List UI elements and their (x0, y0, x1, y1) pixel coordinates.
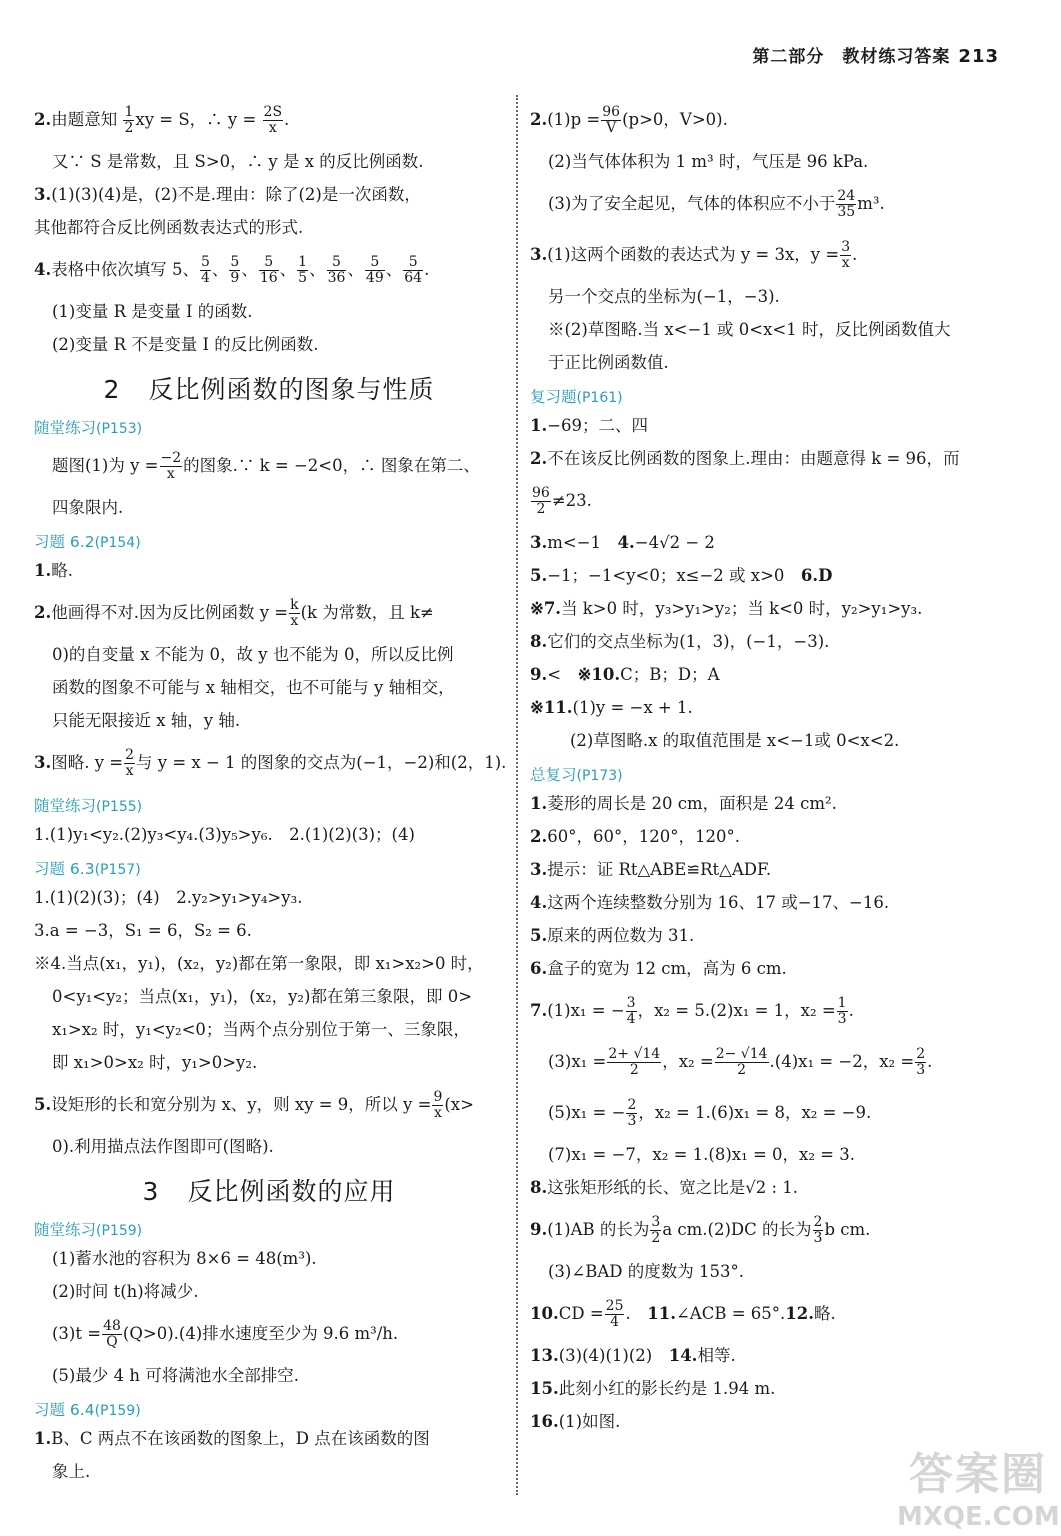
watermark-top: 答案圈 (909, 1449, 1047, 1500)
ex62-2: 2.他画得不对.因为反比例函数 y = $\frac{k}{x}$ (k 为常数，且 k≠ (34, 597, 434, 629)
left-column (34, 100, 507, 1494)
total-15: 15.此刻小红的影长约是 1.94 m. (530, 1379, 776, 1398)
ex64-1b: 象上. (52, 1462, 91, 1481)
section-3-title: 3 反比例函数的应用 (142, 1177, 396, 1206)
ex63-5b: 0).利用描点法作图即可(图略). (52, 1137, 274, 1156)
review-3-4: 3.m<−1 4.−4√2 − 2 (530, 533, 715, 552)
r-answer-2c: (3)为了安全起见，气体的体积应不小于 $\frac{24}{35}$ m³. (548, 188, 885, 220)
p159-3: (3)t = $\frac{48}{Q}$ (Q>0).(4)排水速度至少为 9.6 m³/h. (52, 1318, 399, 1350)
total-16: 16.(1)如图. (530, 1412, 621, 1431)
ex62-1: 1.略. (34, 561, 73, 580)
total-9b: (3)∠BAD 的度数为 153°. (548, 1262, 744, 1281)
watermark-logo (897, 1438, 1060, 1532)
total-9: 9.(1)AB 的长为 $\frac{3}{2}$ a cm.(2)DC 的长为 $\frac{2}{3}$ b cm. (530, 1214, 871, 1246)
review-1: 1.−69；二、四 (530, 416, 649, 435)
ex64-1: 1.B、C 两点不在该函数的图象上，D 点在该函数的图 (34, 1429, 430, 1448)
p159-1: (1)蓄水池的容积为 8×6 = 48(m³). (52, 1249, 317, 1268)
ex63-1-2: 1.(1)(2)(3)；(4) 2.y₂>y₁>y₄>y₃. (34, 888, 303, 907)
p159-5: (5)最少 4 h 可将满池水全部排空. (52, 1366, 299, 1385)
ex63-4a: ※4.当点(x₁，y₁)，(x₂，y₂)都在第一象限，即 x₁>x₂>0 时， (34, 954, 484, 973)
ex63-4b: 0<y₁<y₂；当点(x₁，y₁)，(x₂，y₂)都在第三象限，即 0> (52, 987, 473, 1006)
subheading-p155: 随堂练习(P155) (34, 797, 143, 815)
subheading-6-4: 习题 6.4(P159) (34, 1401, 141, 1419)
total-4: 4.这两个连续整数分别为 16、17 或−17、−16. (530, 893, 890, 912)
total-7b: (3)x₁ = $\frac{2+ √14}{2}$ ，x₂ = $\frac{2- √14}{2}$ .(4)x₁ = −2，x₂ = $\frac{2}{3}$ . (548, 1046, 933, 1078)
page-number: 213 (958, 46, 999, 67)
answer-4-2: (2)变量 R 不是变量 I 的反比例函数. (52, 335, 319, 354)
answer-2: 2.由题意知 $\frac{1}{2}$ xy = S，∴ y = $\frac{2S}{x}$ . (34, 104, 290, 136)
total-8: 8.这张矩形纸的长、宽之比是√2 : 1. (530, 1178, 799, 1197)
review-7: ※7.当 k>0 时，y₃>y₁>y₂；当 k<0 时，y₂>y₁>y₃. (530, 599, 923, 618)
subheading-6-2: 习题 6.2(P154) (34, 533, 141, 551)
section-2-title: 2 反比例函数的图象与性质 (103, 375, 435, 404)
subheading-total-review-p173: 总复习(P173) (530, 766, 623, 784)
r-answer-3c: ※(2)草图略.当 x<−1 或 0<x<1 时，反比例函数值大 (548, 320, 951, 339)
review-5-6: 5.−1；−1<y<0；x≤−2 或 x>0 6.D (530, 566, 833, 585)
r-answer-2: 2.(1)p = $\frac{96}{V}$ (p>0，V>0). (530, 104, 728, 136)
r-answer-3d: 于正比例函数值. (548, 353, 669, 372)
total-10-12: 10.CD = $\frac{25}{4}$ . 11.∠ACB = 65°.12.略. (530, 1298, 836, 1330)
r-answer-3: 3.(1)这两个函数的表达式为 y = 3x，y = $\frac{3}{x}$ . (530, 239, 858, 271)
review-11a: ※11.(1)y = −x + 1. (530, 698, 693, 717)
subheading-6-3: 习题 6.3(P157) (34, 860, 141, 878)
total-6: 6.盒子的宽为 12 cm，高为 6 cm. (530, 959, 787, 978)
ex62-2d: 只能无限接近 x 轴，y 轴. (52, 711, 241, 730)
total-7a: 7.(1)x₁ = − $\frac{3}{4}$ ，x₂ = 5.(2)x₁ = 1，x₂ = $\frac{1}{3}$ . (530, 995, 854, 1027)
p153-answer-cont: 四象限内. (52, 498, 124, 517)
ex63-4d: 即 x₁>0>x₂ 时，y₁>0>y₂. (52, 1053, 258, 1072)
answer-4-1: (1)变量 R 是变量 I 的函数. (52, 302, 253, 321)
review-8: 8.它们的交点坐标为(1，3)，(−1，−3). (530, 632, 830, 651)
review-2b: $\frac{96}{2}$ ≠23. (532, 485, 592, 517)
total-13-14: 13.(3)(4)(1)(2) 14.相等. (530, 1346, 736, 1365)
subheading-p159: 随堂练习(P159) (34, 1221, 143, 1239)
total-3: 3.提示：证 Rt△ABE≌Rt△ADF. (530, 860, 772, 879)
header-section: 第二部分 教材练习答案 (752, 47, 951, 67)
total-7c: (5)x₁ = − $\frac{2}{3}$ ，x₂ = 1.(6)x₁ = 8，x₂ = −9. (548, 1097, 872, 1129)
r-answer-2b: (2)当气体体积为 1 m³ 时，气压是 96 kPa. (548, 152, 869, 171)
review-11b: (2)草图略.x 的取值范围是 x<−1或 0<x<2. (570, 731, 900, 750)
review-2: 2.不在该反比例函数的图象上.理由：由题意得 k = 96，而 (530, 449, 960, 468)
p159-2: (2)时间 t(h)将减少. (52, 1282, 199, 1301)
ex62-3: 3.图略. y = $\frac{2}{x}$ 与 y = x − 1 的图象的交点为(−1，−2)和(2，1). (34, 747, 507, 779)
ex62-2c: 函数的图象不可能与 x 轴相交，也不可能与 y 轴相交， (52, 678, 455, 697)
column-divider (516, 95, 518, 1495)
ex63-5: 5.设矩形的长和宽分别为 x、y，则 xy = 9，所以 y = $\frac{9}{x}$ (x> (34, 1089, 474, 1121)
right-column (530, 100, 1000, 1444)
subheading-p153: 随堂练习(P153) (34, 419, 143, 437)
p153-answer: 题图(1)为 y = $\frac{-2}{x}$ 的图象.∵ k = −2<0，∴ 图象在第二、 (52, 450, 480, 482)
total-7d: (7)x₁ = −7，x₂ = 1.(8)x₁ = 0，x₂ = 3. (548, 1145, 855, 1164)
ex62-2b: 0)的自变量 x 不能为 0，故 y 也不能为 0，所以反比例 (52, 645, 454, 664)
p155-answers: 1.(1)y₁<y₂.(2)y₃<y₄.(3)y₅>y₆. 2.(1)(2)(3)；(4) (34, 825, 415, 844)
answer-4: 4.表格中依次填写 5、 $\frac{5}{4}$ 、 $\frac{5}{9}$ 、 $\frac{5}{16}$ 、 $\frac{1}{5}$ 、 $\frac{5}{36}$ 、 $\frac{5}{49}$ 、 $\frac{5}{64}$ . (34, 254, 430, 286)
subheading-review-p161: 复习题(P161) (530, 388, 623, 406)
ex63-3: 3.a = −3，S₁ = 6，S₂ = 6. (34, 921, 252, 940)
watermark-bottom: MXQE.COM (897, 1502, 1060, 1532)
answer-3: 3.(1)(3)(4)是，(2)不是.理由：除了(2)是一次函数， (34, 185, 421, 204)
review-9-10: 9.< ※10.C；B；D；A (530, 665, 720, 684)
total-2: 2.60°，60°，120°，120°. (530, 827, 740, 846)
total-1: 1.菱形的周长是 20 cm，面积是 24 cm². (530, 794, 837, 813)
answer-3-cont: 其他都符合反比例函数表达式的形式. (34, 218, 304, 237)
answer-2-cont: 又∵ S 是常数，且 S>0，∴ y 是 x 的反比例函数. (52, 152, 424, 171)
r-answer-3b: 另一个交点的坐标为(−1，−3). (548, 287, 780, 306)
ex63-4c: x₁>x₂ 时，y₁<y₂<0；当两个点分别位于第一、三象限， (52, 1020, 470, 1039)
total-5: 5.原来的两位数为 31. (530, 926, 695, 945)
page-header (752, 42, 999, 67)
